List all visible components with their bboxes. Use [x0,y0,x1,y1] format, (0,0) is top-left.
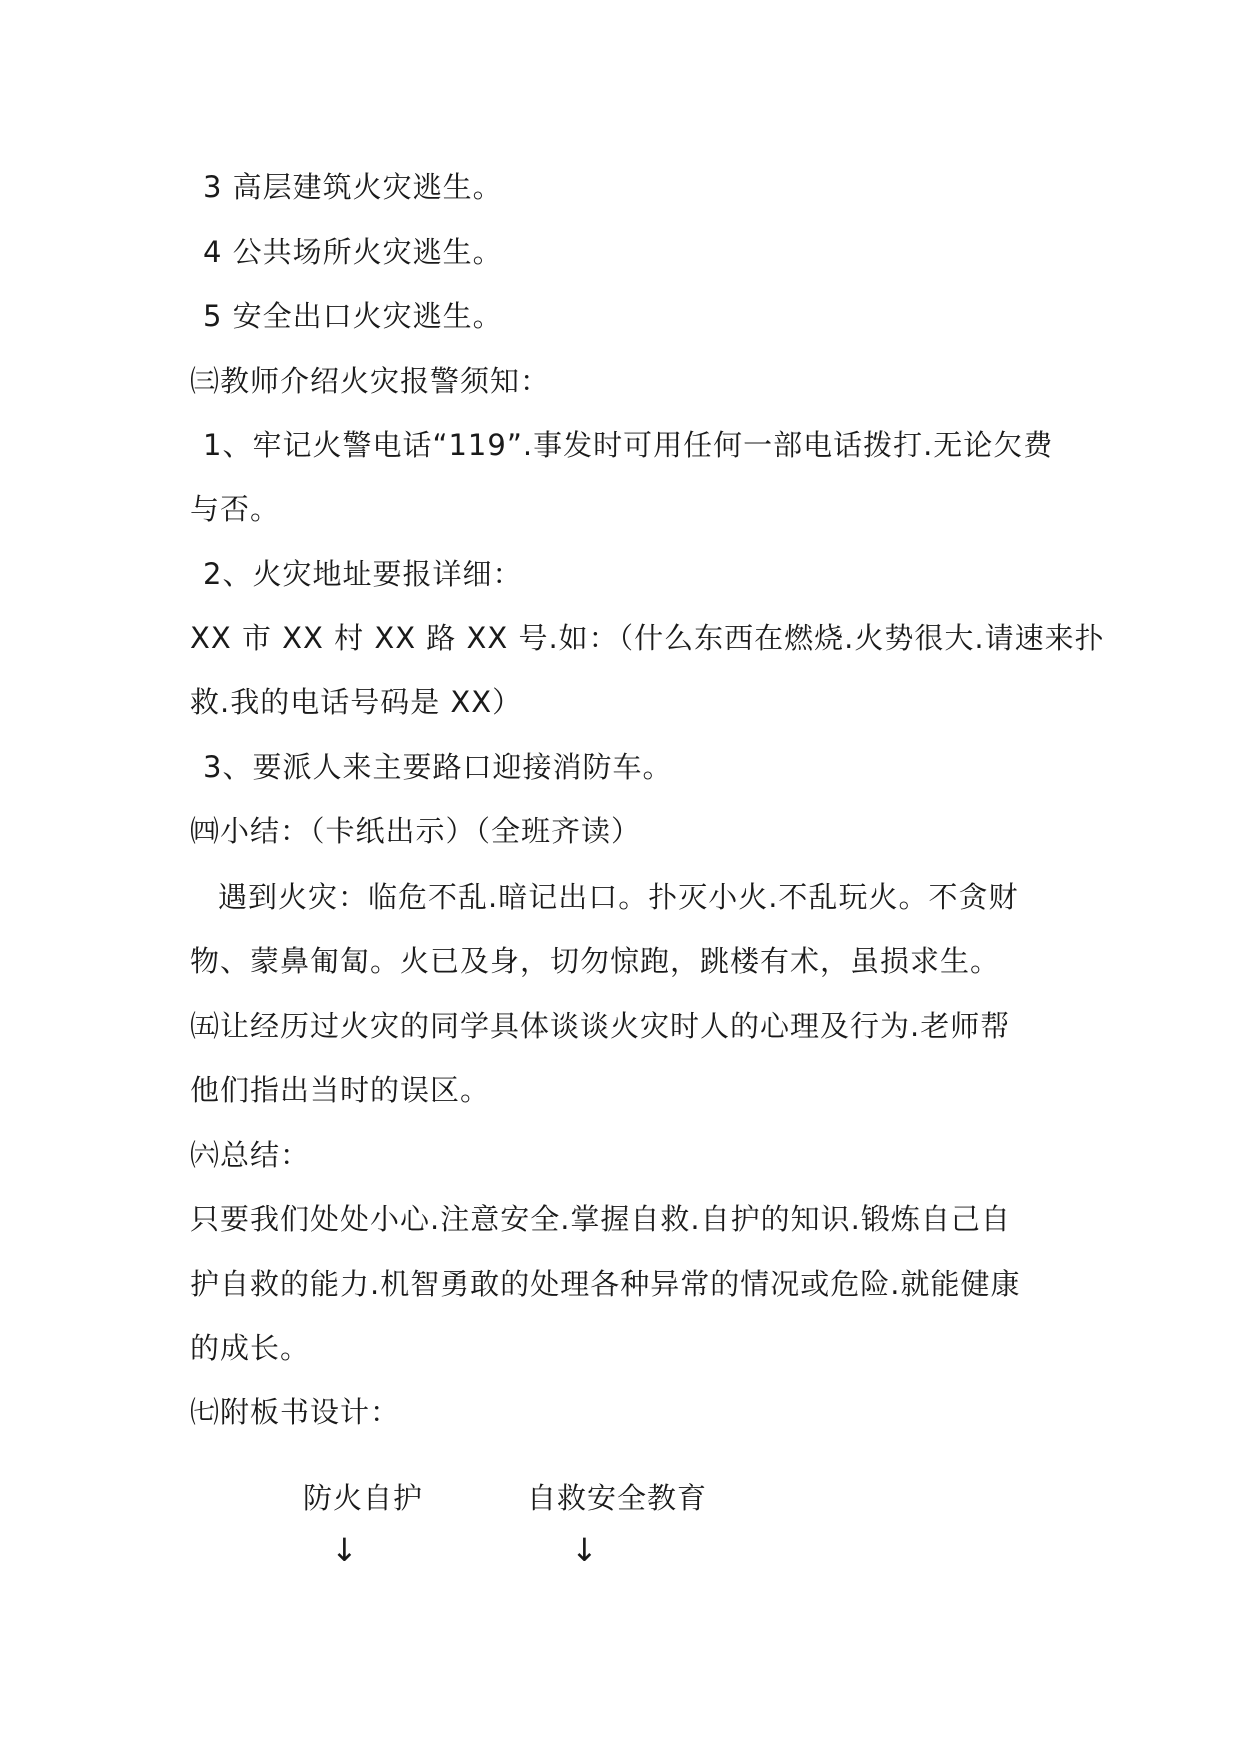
text-line: 护自救的能力.机智勇敢的处理各种异常的情况或危险.就能健康 [190,1267,1021,1301]
text-line: 与否。 [190,492,281,526]
section-heading: ㈥总结： [190,1138,311,1172]
board-right-title: 自救安全教育 [527,1481,708,1515]
text-line: 4 公共场所火灾逃生。 [203,235,503,269]
text-line: 3 高层建筑火灾逃生。 [203,170,503,204]
down-arrow-icon: ↓ [571,1531,598,1569]
board-left-title: 防火自护 [303,1481,424,1515]
text-line: 的成长。 [190,1331,311,1365]
section-heading: ㈤让经历过火灾的同学具体谈谈火灾时人的心理及行为.老师帮 [190,1009,1011,1043]
text-line: 物、蒙鼻匍匐。火已及身，切勿惊跑，跳楼有术，虽损求生。 [190,944,1001,978]
text-line: 遇到火灾：临危不乱.暗记出口。扑灭小火.不乱玩火。不贪财 [218,880,1019,914]
text-line: 3、要派人来主要路口迎接消防车。 [203,750,673,784]
section-heading: ㈣小结：（卡纸出示）（全班齐读） [190,814,642,848]
text-line: 2、火灾地址要报详细： [203,557,523,591]
text-line: 1、牢记火警电话“119”.事发时可用任何一部电话拨打.无论欠费 [203,428,1054,462]
text-line: 5 安全出口火灾逃生。 [203,299,503,333]
section-heading: ㈦附板书设计： [190,1395,401,1429]
text-line: 他们指出当时的误区。 [190,1073,491,1107]
text-line: 救.我的电话号码是 XX） [190,685,523,719]
text-line: XX 市 XX 村 XX 路 XX 号.如：（什么东西在燃烧.火势很大.请速来扑 [190,621,1105,655]
text-line: 只要我们处处小心.注意安全.掌握自救.自护的知识.锻炼自己自 [190,1202,1011,1236]
down-arrow-icon: ↓ [331,1531,358,1569]
section-heading: ㈢教师介绍火灾报警须知： [190,364,551,398]
